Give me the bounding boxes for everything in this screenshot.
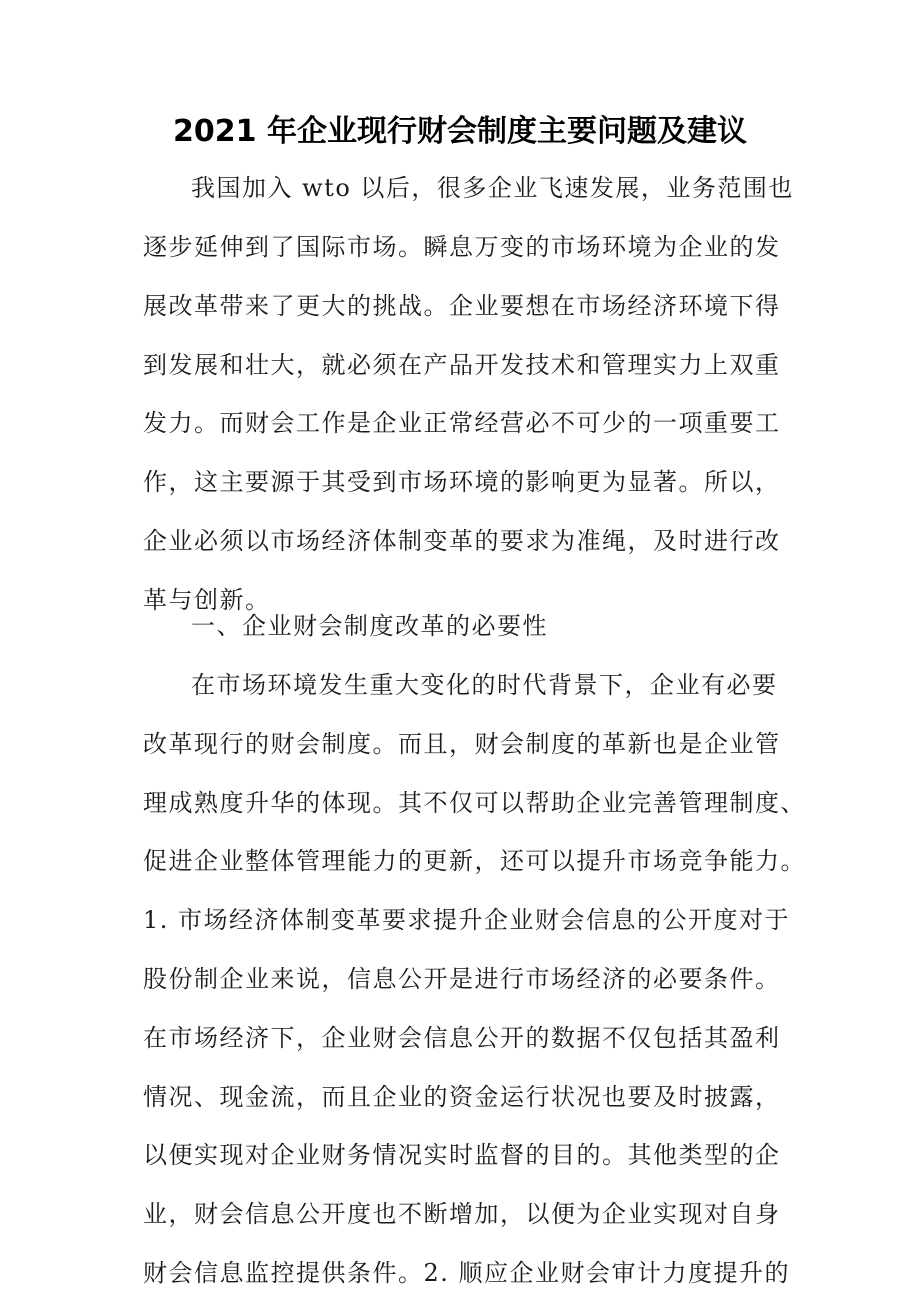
- section-heading: 一、企业财会制度改革的必要性: [191, 612, 548, 640]
- paragraph-line: 促进企业整体管理能力的更新，还可以提升市场竞争能力。: [143, 847, 806, 875]
- paragraph-line: 财会信息监控提供条件。2. 顺应企业财会审计力度提升的: [143, 1259, 791, 1287]
- paragraph-line: 革与创新。: [143, 586, 271, 614]
- paragraph-line: 1. 市场经济体制变革要求提升企业财会信息的公开度对于: [143, 906, 791, 934]
- paragraph-line: 作，这主要源于其受到市场环境的影响更为显著。所以，: [143, 468, 781, 496]
- paragraph-line: 改革现行的财会制度。而且，财会制度的革新也是企业管: [143, 730, 781, 758]
- paragraph-line: 发力。而财会工作是企业正常经营必不可少的一项重要工: [143, 409, 781, 437]
- paragraph-line: 在市场环境发生重大变化的时代背景下，企业有必要: [191, 671, 778, 699]
- document-title: 2021 年企业现行财会制度主要问题及建议: [173, 114, 747, 149]
- paragraph-line: 在市场经济下，企业财会信息公开的数据不仅包括其盈利: [143, 1024, 781, 1052]
- paragraph-line: 逐步延伸到了国际市场。瞬息万变的市场环境为企业的发: [143, 233, 781, 261]
- paragraph-line: 情况、现金流，而且企业的资金运行状况也要及时披露，: [143, 1083, 781, 1111]
- paragraph-line: 股份制企业来说，信息公开是进行市场经济的必要条件。: [143, 965, 781, 993]
- paragraph-line: 企业必须以市场经济体制变革的要求为准绳，及时进行改: [143, 527, 781, 555]
- paragraph-line: 到发展和壮大，就必须在产品开发技术和管理实力上双重: [143, 351, 781, 379]
- paragraph-line: 展改革带来了更大的挑战。企业要想在市场经济环境下得: [143, 292, 781, 320]
- paragraph-line: 理成熟度升华的体现。其不仅可以帮助企业完善管理制度、: [143, 789, 806, 817]
- paragraph-line: 以便实现对企业财务情况实时监督的目的。其他类型的企: [143, 1141, 781, 1169]
- paragraph-line: 业，财会信息公开度也不断增加，以便为企业实现对自身: [143, 1200, 781, 1228]
- paragraph-line: 我国加入 wto 以后，很多企业飞速发展，业务范围也: [191, 174, 794, 202]
